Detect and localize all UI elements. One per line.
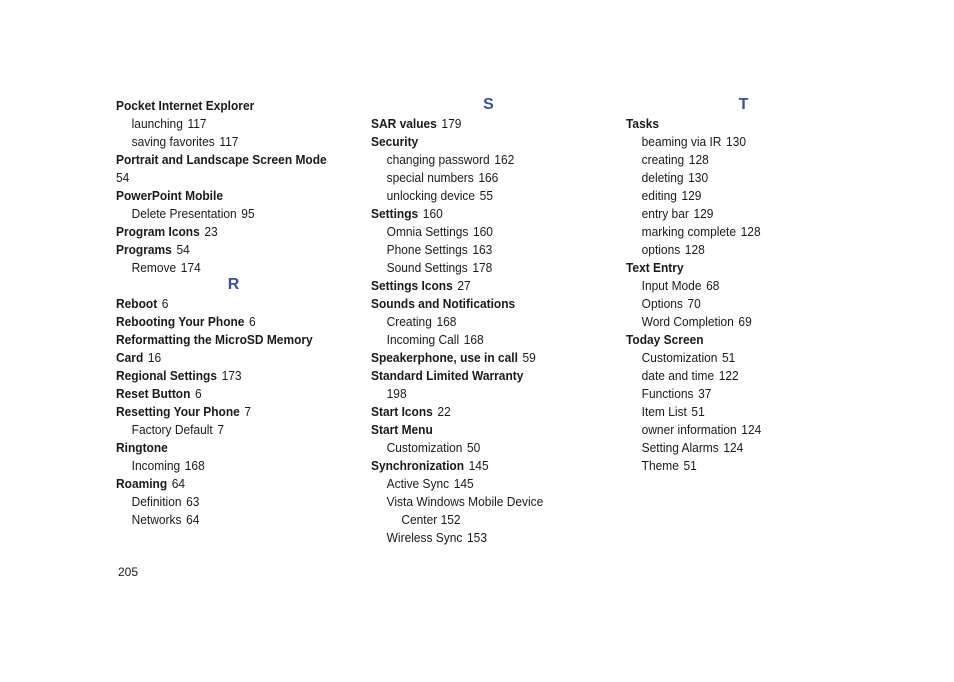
index-term: Security (371, 134, 419, 149)
index-term: Sounds and Notifications (371, 296, 516, 311)
index-term: Roaming (116, 476, 168, 491)
index-term: unlocking device (386, 188, 476, 203)
index-page-ref: 124 (741, 422, 762, 437)
index-term: changing password (386, 152, 490, 167)
index-page-ref: 27 (457, 278, 471, 293)
index-subentry (116, 421, 332, 439)
index-term: date and time (641, 368, 715, 383)
index-subentry (371, 187, 587, 205)
index-term: Word Completion (641, 314, 734, 329)
index-term: Customization (386, 440, 463, 455)
index-term: Speakerphone, use in call (371, 350, 518, 365)
index-page-ref: 130 (726, 134, 746, 149)
index-heading (371, 277, 587, 295)
index-term: Ringtone (116, 440, 168, 455)
index-subentry (626, 223, 842, 241)
index-page-ref: 69 (738, 314, 752, 329)
index-term: saving favorites (131, 134, 215, 149)
index-term: Standard Limited Warranty (371, 368, 524, 383)
section-letter: T (738, 96, 749, 113)
index-subentry (371, 223, 587, 241)
index-term: Today Screen (626, 332, 704, 347)
index-page-ref: 145 (468, 458, 489, 473)
index-term: Setting Alarms (641, 440, 719, 455)
index-column-3 (626, 97, 861, 475)
index-subentry (626, 421, 842, 439)
index-column-1 (116, 97, 351, 529)
index-term: owner information (641, 422, 737, 437)
index-subentry (626, 403, 842, 421)
index-page-ref: 128 (684, 242, 705, 257)
index-term: Customization (641, 350, 718, 365)
index-term: special numbers (386, 170, 474, 185)
index-heading (626, 331, 842, 349)
index-page-ref: 129 (693, 206, 714, 221)
index-term: PowerPoint Mobile (116, 188, 223, 203)
index-term: Text Entry (626, 260, 684, 275)
index-term: Options (641, 296, 683, 311)
index-term: Networks (131, 512, 182, 527)
index-heading (116, 295, 332, 313)
index-page-ref: 64 (171, 476, 186, 491)
index-term: entry bar (641, 206, 689, 221)
index-page-ref: 6 (195, 386, 202, 401)
index-subentry (371, 385, 587, 403)
index-term: Phone Settings (386, 242, 468, 257)
index-subentry (626, 349, 842, 367)
index-heading (371, 133, 587, 151)
index-term: Omnia Settings (386, 224, 469, 239)
index-term: Reformatting the MicroSD Memory (116, 332, 313, 347)
index-page-ref: 95 (241, 206, 255, 221)
index-page-ref: 117 (187, 116, 207, 131)
index-page-ref: 160 (473, 224, 493, 239)
index-page-ref: 50 (467, 440, 481, 455)
index-page-ref: 6 (161, 296, 169, 311)
index-page-ref: 160 (422, 206, 443, 221)
index-heading (116, 313, 332, 331)
index-term: deleting (641, 170, 684, 185)
index-subentry (371, 169, 587, 187)
index-subentry (116, 493, 332, 511)
index-term: Reset Button (116, 386, 191, 401)
index-page-ref: 163 (472, 242, 493, 257)
index-term: Incoming Call (386, 332, 460, 347)
index-page-ref: 168 (184, 458, 205, 473)
index-subentry (116, 133, 332, 151)
section-letter: S (483, 96, 494, 113)
index-heading (116, 187, 332, 205)
index-subentry (626, 457, 842, 475)
index-term: Factory Default (131, 422, 213, 437)
index-page-ref: 63 (186, 494, 200, 509)
index-heading (116, 349, 332, 367)
index-term: editing (641, 188, 677, 203)
index-term: Tasks (626, 116, 660, 131)
index-heading (371, 349, 587, 367)
index-page-ref: 168 (436, 314, 457, 329)
index-term: Center 152 (401, 512, 461, 527)
index-subentry (626, 385, 842, 403)
index-term: beaming via IR (641, 134, 722, 149)
index-heading (116, 151, 332, 169)
index-page-ref: 129 (681, 188, 702, 203)
index-term: Card (116, 350, 144, 365)
index-heading (116, 439, 332, 457)
index-heading (371, 421, 587, 439)
index-term: creating (641, 152, 685, 167)
index-heading (116, 385, 332, 403)
index-subentry (371, 259, 587, 277)
index-term: Settings (371, 206, 419, 221)
index-page-ref: 70 (687, 296, 701, 311)
index-subentry (626, 133, 842, 151)
index-term: Start Icons (371, 404, 433, 419)
index-column-2 (371, 97, 606, 547)
index-subentry (626, 295, 842, 313)
index-page-ref: 128 (740, 224, 761, 239)
index-page-ref: 51 (722, 350, 736, 365)
index-heading (116, 475, 332, 493)
index-subentry (626, 169, 842, 187)
index-subentry (116, 115, 332, 133)
index-page-ref: 37 (698, 386, 712, 401)
index-page-ref: 130 (688, 170, 709, 185)
index-page-ref: 6 (249, 314, 256, 329)
index-page-ref: 162 (494, 152, 515, 167)
index-heading (116, 367, 332, 385)
index-page-ref: 122 (718, 368, 739, 383)
index-term: Programs (116, 242, 172, 257)
index-page-ref: 55 (479, 188, 493, 203)
index-term: Program Icons (116, 224, 200, 239)
index-subentry (626, 205, 842, 223)
index-page-ref: 168 (463, 332, 484, 347)
index-page-ref: 7 (217, 422, 224, 437)
index-page-ref: 51 (691, 404, 705, 419)
index-term: Pocket Internet Explorer (116, 98, 255, 113)
index-heading (116, 97, 332, 115)
index-page-ref: 51 (683, 458, 697, 473)
index-term: marking complete (641, 224, 737, 239)
index-subentry (626, 439, 842, 457)
index-subentry (626, 187, 842, 205)
index-subentry (116, 259, 332, 277)
index-subentry (371, 313, 587, 331)
index-page-ref: 59 (522, 350, 536, 365)
index-subentry (371, 493, 587, 511)
index-term: Functions (641, 386, 694, 401)
index-term: Settings Icons (371, 278, 453, 293)
index-term: Item List (641, 404, 687, 419)
index-page-ref: 128 (688, 152, 709, 167)
index-term: Remove (131, 260, 177, 275)
index-term: Wireless Sync (386, 530, 463, 545)
index-subentry (626, 313, 842, 331)
index-term: Delete Presentation (131, 206, 237, 221)
index-term: Input Mode (641, 278, 702, 293)
index-subentry (116, 169, 332, 187)
index-term: launching (131, 116, 183, 131)
index-page-ref: 64 (186, 512, 200, 527)
index-term: Vista Windows Mobile Device (386, 494, 544, 509)
index-term: Active Sync (386, 476, 450, 491)
index-page-ref: 124 (723, 440, 744, 455)
index-page-ref: 173 (221, 368, 242, 383)
index-subentry (371, 241, 587, 259)
index-subentry (116, 205, 332, 223)
index-page-ref: 54 (176, 242, 190, 257)
index-page-ref: 174 (180, 260, 201, 275)
index-term: Portrait and Landscape Screen Mode (116, 152, 327, 167)
index-page-ref: 22 (437, 404, 451, 419)
index-heading (116, 241, 332, 259)
index-term: Incoming (131, 458, 181, 473)
index-heading (626, 115, 842, 133)
index-page-ref: 23 (204, 224, 218, 239)
index-page-ref: 178 (472, 260, 493, 275)
index-page-ref: 145 (453, 476, 474, 491)
index-heading (371, 367, 587, 385)
index-subentry (371, 439, 587, 457)
index-term: SAR values (371, 116, 437, 131)
index-heading (116, 331, 332, 349)
index-subentry (371, 529, 587, 547)
index-term: Sound Settings (386, 260, 468, 275)
index-page-ref: 166 (478, 170, 499, 185)
index-term: Start Menu (371, 422, 433, 437)
index-term: Rebooting Your Phone (116, 314, 245, 329)
index-subentry (626, 367, 842, 385)
index-term: 198 (386, 386, 407, 401)
page-number: 205 (118, 565, 139, 579)
index-subentry (371, 475, 587, 493)
index-term: Synchronization (371, 458, 465, 473)
index-term: options (641, 242, 681, 257)
index-subentry (626, 277, 842, 295)
index-term: Regional Settings (116, 368, 218, 383)
index-page-ref: 153 (467, 530, 487, 545)
index-subentry (371, 511, 587, 529)
index-subentry (626, 241, 842, 259)
index-heading (371, 403, 587, 421)
index-subentry (371, 331, 587, 349)
index-page-ref: 68 (706, 278, 720, 293)
index-subentry (626, 151, 842, 169)
index-page-ref: 7 (244, 404, 252, 419)
index-subentry (116, 457, 332, 475)
index-heading (371, 205, 587, 223)
index-page-ref: 117 (219, 134, 239, 149)
index-term: Reboot (116, 296, 158, 311)
index-page-ref: 179 (441, 116, 462, 131)
index-term: Resetting Your Phone (116, 404, 240, 419)
index-heading (626, 259, 842, 277)
index-term: 54 (116, 170, 130, 185)
index-heading (371, 115, 587, 133)
index-term: Creating (386, 314, 432, 329)
index-page-ref: 16 (147, 350, 162, 365)
index-term: Definition (131, 494, 182, 509)
section-letter: R (227, 276, 240, 293)
index-heading (116, 403, 332, 421)
index-term: Theme (641, 458, 679, 473)
index-subentry (116, 511, 332, 529)
index-heading (371, 457, 587, 475)
index-heading (116, 223, 332, 241)
index-heading (371, 295, 587, 313)
index-subentry (371, 151, 587, 169)
